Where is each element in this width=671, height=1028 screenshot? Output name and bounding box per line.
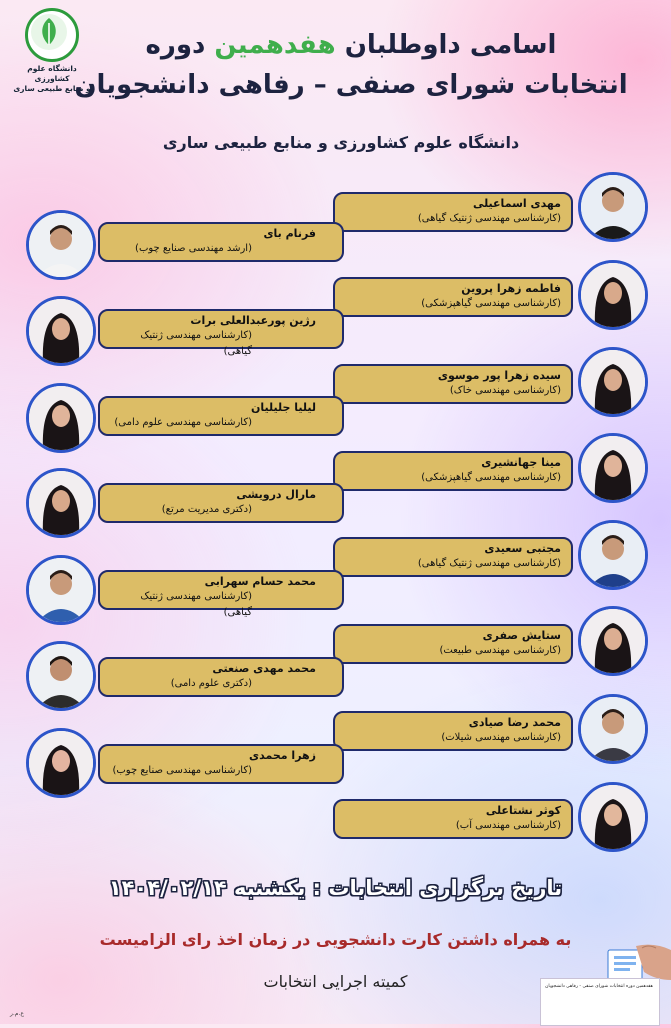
candidate-degree: (کارشناسی مهندسی ژنتیک گیاهی) — [417, 213, 561, 224]
election-date-text: تاریخ برگزاری انتخابات : یکشنبه ۱۴۰۴/۰۲/۱۴ — [108, 876, 563, 900]
candidate-name: زهرا محمدی — [249, 749, 316, 762]
logo-text-line1: دانشگاه علوم کشاورزی — [27, 64, 77, 83]
candidate-photo — [578, 520, 648, 590]
ballot-text: هفدهمین دوره انتخابات شورای صنفی - رفاهی دانشجویان — [545, 984, 653, 989]
candidate-name: مارال درویشی — [236, 488, 316, 501]
candidate-photo — [26, 555, 96, 625]
candidate-card — [98, 309, 344, 357]
candidate-name: محمد رضا صیادی — [468, 716, 561, 729]
candidate-name: رژین پورعبدالعلی برات — [190, 314, 316, 327]
candidate-name: سیده زهرا پور موسوی — [437, 369, 561, 382]
candidate-photo — [26, 296, 96, 366]
ballot-box-illustration — [528, 940, 671, 1024]
poster-title-line1 — [71, 30, 631, 60]
candidate-photo — [26, 210, 96, 280]
candidate-card — [333, 192, 573, 232]
candidate-name: محمد مهدی صنعتی — [212, 662, 316, 675]
candidate-degree: (کارشناسی مهندسی صنایع چوب) — [112, 765, 252, 776]
candidate-degree: (کارشناسی مهندسی ژنتیک گیاهی) — [140, 591, 252, 618]
candidate-card — [333, 799, 573, 839]
title-highlight: هفدهمین — [214, 30, 336, 60]
candidate-name: ستایش صفری — [482, 629, 561, 642]
candidate-card — [98, 396, 344, 436]
candidate-degree: (کارشناسی مهندسی طبیعت) — [439, 645, 561, 656]
candidate-degree: (کارشناسی مهندسی آب) — [455, 820, 561, 831]
candidate-degree: (کارشناسی مهندسی ژنتیک گیاهی) — [417, 558, 561, 569]
candidate-card — [333, 711, 573, 751]
university-subtitle: دانشگاه علوم کشاورزی و منابع طبیعی ساری — [162, 133, 520, 152]
candidate-degree: (ارشد مهندسی صنایع چوب) — [135, 243, 252, 254]
candidate-name: فرنام بای — [263, 227, 316, 240]
candidate-degree: (کارشناسی مهندسی شیلات) — [441, 732, 561, 743]
logo-text-line2: و منابع طبیعی ساری — [13, 84, 91, 93]
candidate-photo — [26, 728, 96, 798]
candidate-photo — [26, 468, 96, 538]
candidate-name: مینا جهانشیری — [481, 456, 561, 469]
candidate-card — [333, 277, 573, 317]
committee-label: کمیته اجرایی انتخابات — [263, 972, 408, 991]
designer-signature: ع.م.ر — [10, 1010, 25, 1017]
candidate-name: فاطمه زهرا پروین — [461, 282, 561, 295]
candidate-name: لیلیا جلیلیان — [251, 401, 316, 414]
candidate-degree: (دکتری علوم دامی) — [170, 678, 252, 689]
candidate-card — [333, 537, 573, 577]
candidate-card — [98, 570, 344, 618]
candidate-card — [98, 744, 344, 784]
candidate-name: محمد حسام سهرابی — [204, 575, 316, 588]
poster-title-line2: انتخابات شورای صنفی – رفاهی دانشجویان — [74, 70, 628, 100]
candidate-card — [98, 483, 344, 523]
candidate-photo — [578, 347, 648, 417]
candidate-photo — [578, 433, 648, 503]
student-card-note: به همراه داشتن کارت دانشجویی در زمان اخذ رای الزامیست — [99, 930, 572, 949]
candidate-name: کوثر نشتاعلی — [485, 804, 561, 817]
candidate-photo — [578, 782, 648, 852]
candidate-degree: (کارشناسی مهندسی خاک) — [449, 385, 561, 396]
candidate-degree: (کارشناسی مهندسی گیاهپزشکی) — [421, 298, 561, 309]
candidate-card — [98, 222, 344, 262]
candidate-photo — [578, 260, 648, 330]
candidate-card — [333, 451, 573, 491]
candidate-name: مجتبی سعیدی — [484, 542, 561, 555]
election-date — [0, 876, 671, 900]
candidate-degree: (کارشناسی مهندسی ژنتیک گیاهی) — [140, 330, 252, 357]
candidate-photo — [26, 383, 96, 453]
candidate-photo — [578, 606, 648, 676]
title-start: اسامی داوطلبان — [344, 30, 557, 60]
candidate-card — [333, 624, 573, 664]
title-end: دوره — [145, 30, 206, 60]
candidate-photo — [578, 694, 648, 764]
candidate-name: مهدی اسماعیلی — [472, 197, 561, 210]
candidate-degree: (کارشناسی مهندسی گیاهپزشکی) — [421, 472, 561, 483]
candidate-photo — [26, 641, 96, 711]
candidate-degree: (کارشناسی مهندسی علوم دامی) — [114, 417, 252, 428]
candidate-card — [98, 657, 344, 697]
candidate-card — [333, 364, 573, 404]
candidate-photo — [578, 172, 648, 242]
candidate-degree: (دکتری مدیریت مرتع) — [161, 504, 252, 515]
